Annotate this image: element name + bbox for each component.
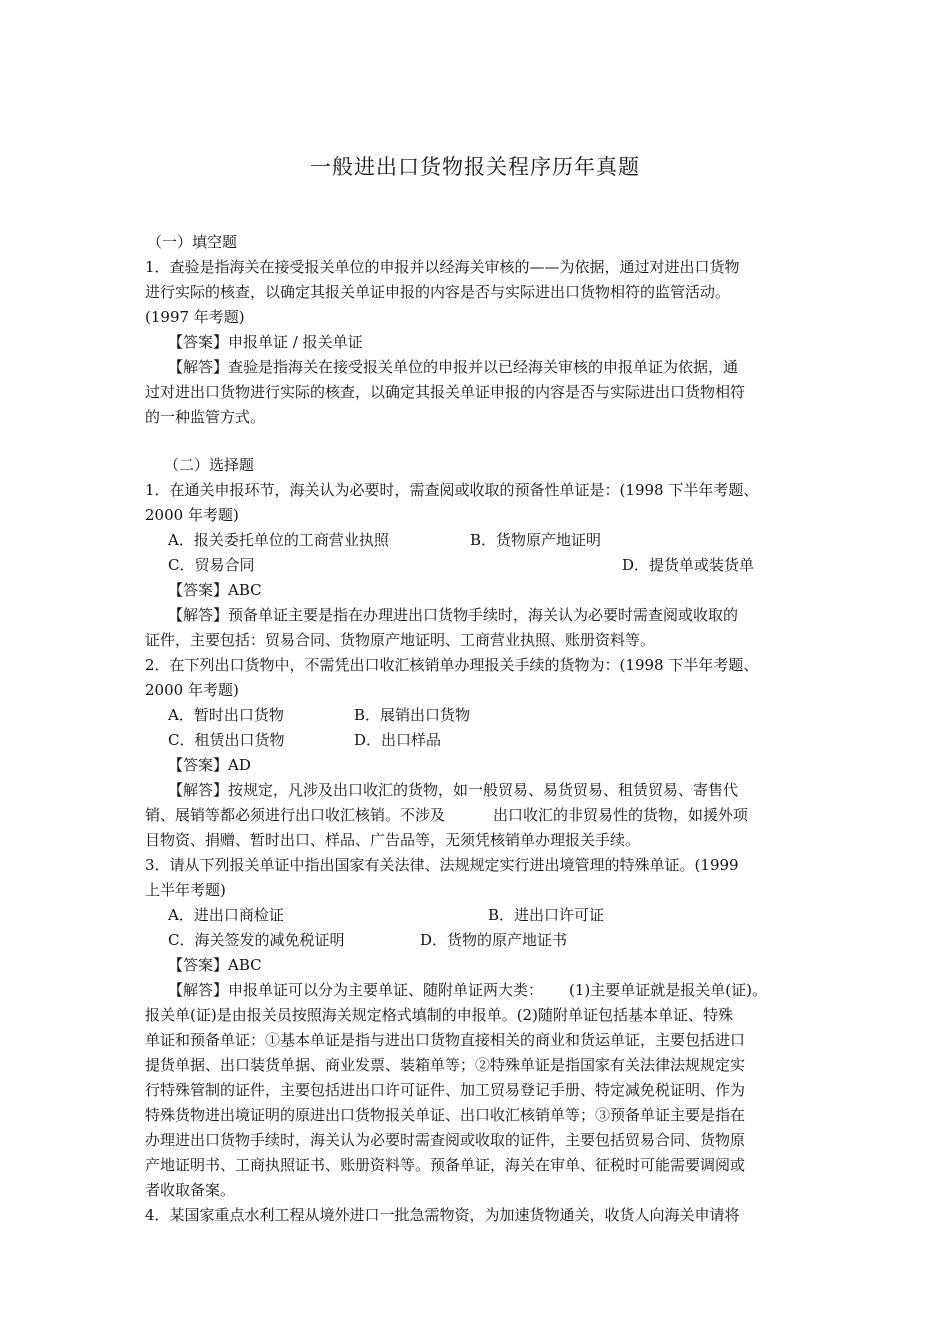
s2-q3-explanation-line-1 bbox=[168, 978, 767, 1002]
section-heading-multiple-choice: （二）选择题 bbox=[164, 456, 255, 474]
s2-q2-explanation-line-1: 【解答】按规定，凡涉及出口收汇的货物，如一般贸易、易货贸易、租赁贸易、寄售代 bbox=[168, 781, 739, 799]
s2-q2-option-d: D．出口样品 bbox=[354, 731, 442, 749]
s2-q1-option-c: C．贸易合同 bbox=[168, 556, 255, 574]
s2-q1-option-a: A．报关委托单位的工商营业执照 bbox=[168, 531, 389, 549]
s2-q2-line-1: 2．在下列出口货物中，不需凭出口收汇核销单办理报关手续的货物为：(1998 下半年考题、 bbox=[145, 656, 759, 674]
s2-q2-option-a: A．暂时出口货物 bbox=[168, 706, 284, 724]
s2-q3-explanation-line-4: 提货单据、出口装货单据、商业发票、装箱单等；②特殊单证是指国家有关法律法规规定实 bbox=[145, 1056, 746, 1074]
s2-q3-option-b: B．进出口许可证 bbox=[488, 906, 605, 924]
s2-q2-explanation-line-2 bbox=[145, 803, 748, 827]
s1-q1-line-2: 进行实际的核查，以确定其报关单证申报的内容是否与实际进出口货物相符的监管活动。 bbox=[145, 283, 731, 301]
s1-q1-explanation-line-1: 【解答】查验是指海关在接受报关单位的申报并以已经海关审核的申报单证为依据，通 bbox=[168, 358, 739, 376]
s2-q1-line-2: 2000 年考题) bbox=[145, 506, 239, 524]
s2-q2-explanation-line-3: 目物资、捐赠、暂时出口、样品、广告品等，无须凭核销单办理报关手续。 bbox=[145, 831, 641, 849]
s2-q3-answer: 【答案】ABC bbox=[168, 956, 262, 974]
s1-q1-explanation-line-2: 过对进出口货物进行实际的核查，以确定其报关单证申报的内容是否与实际进出口货物相符 bbox=[145, 383, 746, 401]
s2-q3-option-d: D．货物的原产地证书 bbox=[420, 931, 568, 949]
s2-q2-option-c: C．租赁出口货物 bbox=[168, 731, 285, 749]
s1-q1-line-1: 1．查验是指海关在接受报关单位的申报并以经海关审核的——为依据，通过对进出口货物 bbox=[145, 258, 740, 276]
s2-q1-line-1: 1．在通关申报环节，海关认为必要时，需查阅或收取的预备性单证是：(1998 下半年考题、 bbox=[145, 481, 759, 499]
s2-q3-option-a: A．进出口商检证 bbox=[168, 906, 284, 924]
s1-q1-line-3: (1997 年考题) bbox=[145, 308, 245, 326]
page-title: 一般进出口货物报关程序历年真题 bbox=[310, 155, 640, 179]
s2-q1-explanation-line-2: 证件，主要包括：贸易合同、货物原产地证明、工商营业执照、账册资料等。 bbox=[145, 631, 656, 649]
s1-q1-answer: 【答案】申报单证 / 报关单证 bbox=[168, 333, 363, 351]
s2-q3-explanation-line-1-part-1: 【解答】申报单证可以分为主要单证、随附单证两大类： bbox=[168, 981, 544, 999]
s2-q3-explanation-line-9: 者收取备案。 bbox=[145, 1181, 236, 1199]
s2-q3-explanation-line-5: 行特殊管制的证件，主要包括进出口许可证件、加工贸易登记手册、特定减免税证明、作为 bbox=[145, 1081, 746, 1099]
s2-q1-explanation-line-1: 【解答】预备单证主要是指在办理进出口货物手续时，海关认为必要时需查阅或收取的 bbox=[168, 606, 739, 624]
s2-q3-explanation-line-8: 产地证明书、工商执照证书、账册资料等。预备单证，海关在审单、征税时可能需要调阅或 bbox=[145, 1156, 746, 1174]
s2-q3-explanation-line-3: 单证和预备单证：①基本单证是指与进出口货物直接相关的商业和货运单证，主要包括进口 bbox=[145, 1031, 746, 1049]
s2-q4-line-1: 4．某国家重点水利工程从境外进口一批急需物资，为加速货物通关，收货人向海关申请将 bbox=[145, 1206, 740, 1224]
s2-q3-option-c: C．海关签发的减免税证明 bbox=[168, 931, 345, 949]
s2-q3-line-2: 上半年考题) bbox=[145, 881, 226, 899]
s1-q1-explanation-line-3: 的一种监管方式。 bbox=[145, 408, 266, 426]
s2-q2-explanation-line-2-part-1: 销、展销等都必须进行出口收汇核销。不涉及 bbox=[145, 806, 446, 824]
s2-q2-explanation-line-2-part-2: 出口收汇的非贸易性的货物，如援外项 bbox=[493, 806, 749, 824]
s2-q2-line-2: 2000 年考题) bbox=[145, 681, 239, 699]
s2-q3-explanation-line-2: 报关单(证)是由报关员按照海关规定格式填制的申报单。(2)随附单证包括基本单证、特殊 bbox=[145, 1006, 733, 1024]
section-heading-fill-blank: （一）填空题 bbox=[147, 233, 238, 251]
s2-q3-explanation-line-1-part-2: (1)主要单证就是报关单(证)。 bbox=[569, 981, 767, 999]
s2-q2-answer: 【答案】AD bbox=[168, 756, 251, 774]
s2-q3-line-1: 3．请从下列报关单证中指出国家有关法律、法规规定实行进出境管理的特殊单证。(1999 bbox=[145, 856, 739, 874]
s2-q3-explanation-line-6: 特殊货物进出境证明的原进出口货物报关单证、出口收汇核销单等；③预备单证主要是指在 bbox=[145, 1106, 746, 1124]
s2-q2-option-b: B．展销出口货物 bbox=[354, 706, 471, 724]
s2-q1-option-d: D．提货单或装货单 bbox=[622, 556, 755, 574]
s2-q3-explanation-line-7: 办理进出口货物手续时，海关认为必要时需查阅或收取的证件，主要包括贸易合同、货物原 bbox=[145, 1131, 746, 1149]
s2-q1-option-b: B．货物原产地证明 bbox=[470, 531, 602, 549]
s2-q1-answer: 【答案】ABC bbox=[168, 581, 262, 599]
